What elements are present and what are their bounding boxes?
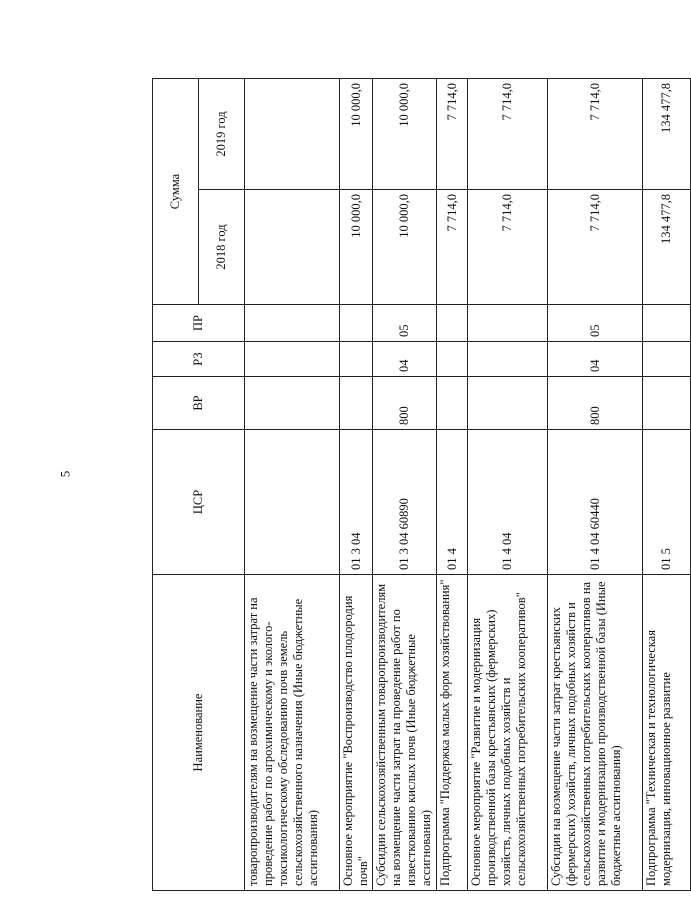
row-vr — [245, 377, 340, 430]
row-sum-2018: 7 714,0 — [468, 190, 548, 305]
row-sum-2019: 7 714,0 — [468, 79, 548, 190]
row-sum-2018 — [245, 190, 340, 305]
row-name: Основное мероприятие "Воспроизводство плодородия почв" — [340, 575, 373, 891]
row-vr: 800 — [373, 377, 437, 430]
row-rz — [245, 342, 340, 377]
row-pr — [468, 305, 548, 342]
row-name: Подпрограмма "Поддержка малых форм хозяйствования" — [437, 575, 468, 891]
row-rz: 04 — [548, 342, 643, 377]
row-sum-2019: 134 477,8 — [643, 79, 691, 190]
row-vr — [468, 377, 548, 430]
header-vr: ВР — [153, 377, 245, 430]
row-sum-2018: 134 477,8 — [643, 190, 691, 305]
row-csr: 01 3 04 60890 — [373, 430, 437, 575]
row-name: Субсидии на возмещение части затрат крестьянских (фермерских) хозяйств, личных подобных хозяйств и сельскохозяйственных потребительских кооперативов на развитие и модернизацию производственной базы (Иные бюджетные ассигнования) — [548, 575, 643, 891]
page-number: 5 — [57, 470, 73, 478]
row-pr — [437, 305, 468, 342]
row-vr — [437, 377, 468, 430]
row-name: Подпрограмма "Техническая и технологическая модернизация, инновационное развитие — [643, 575, 691, 891]
row-name: Основное мероприятие "Развитие и модернизация производственной базы крестьянских (фермерских) хозяйств, личных подобных хозяйств и сельскохозяйственных потребительских кооперативов" — [468, 575, 548, 891]
table-row — [373, 79, 437, 891]
row-vr: 800 — [548, 377, 643, 430]
header-year-2018: 2018 год — [199, 190, 245, 305]
row-sum-2018: 10 000,0 — [373, 190, 437, 305]
row-pr — [643, 305, 691, 342]
row-name: Субсидии сельскохозяйственным товаропроизводителям на возмещение части затрат на проведение работ по известкованию кислых почв (Иные бюджетные ассигнования) — [373, 575, 437, 891]
row-csr: 01 4 04 — [468, 430, 548, 575]
row-sum-2019: 10 000,0 — [373, 79, 437, 190]
row-sum-2018: 7 714,0 — [437, 190, 468, 305]
header-row — [153, 79, 199, 891]
row-sum-2018: 7 714,0 — [548, 190, 643, 305]
row-pr — [340, 305, 373, 342]
row-sum-2019: 7 714,0 — [437, 79, 468, 190]
row-name: товаропроизводителям на возмещение части затрат на проведение работ по агрохимическому и эколого-токсикологическому обследованию почв земель сельскохозяйственного назначения (Иные бюджетные ассигнования) — [245, 575, 340, 891]
table-row — [340, 79, 373, 891]
row-csr: 01 5 — [643, 430, 691, 575]
header-sum: Сумма — [153, 79, 199, 305]
row-sum-2019: 10 000,0 — [340, 79, 373, 190]
budget-table-rotated — [152, 79, 673, 891]
row-pr — [245, 305, 340, 342]
header-pr: ПР — [153, 305, 245, 342]
header-year-2019: 2019 год — [199, 79, 245, 190]
row-rz — [643, 342, 691, 377]
row-rz — [340, 342, 373, 377]
table-row — [245, 79, 340, 891]
row-csr: 01 4 04 60440 — [548, 430, 643, 575]
table-row — [468, 79, 548, 891]
table-row — [437, 79, 468, 891]
row-rz: 04 — [373, 342, 437, 377]
row-vr — [340, 377, 373, 430]
row-csr: 01 4 — [437, 430, 468, 575]
row-csr: 01 3 04 — [340, 430, 373, 575]
row-sum-2019: 7 714,0 — [548, 79, 643, 190]
table-row — [548, 79, 643, 891]
header-rz: РЗ — [153, 342, 245, 377]
row-rz — [468, 342, 548, 377]
row-pr: 05 — [548, 305, 643, 342]
row-sum-2018: 10 000,0 — [340, 190, 373, 305]
budget-table — [152, 78, 691, 891]
row-pr: 05 — [373, 305, 437, 342]
row-rz — [437, 342, 468, 377]
row-csr — [245, 430, 340, 575]
table-row — [643, 79, 691, 891]
header-name: Наименование — [153, 575, 245, 891]
header-csr: ЦСР — [153, 430, 245, 575]
row-vr — [643, 377, 691, 430]
row-sum-2019 — [245, 79, 340, 190]
